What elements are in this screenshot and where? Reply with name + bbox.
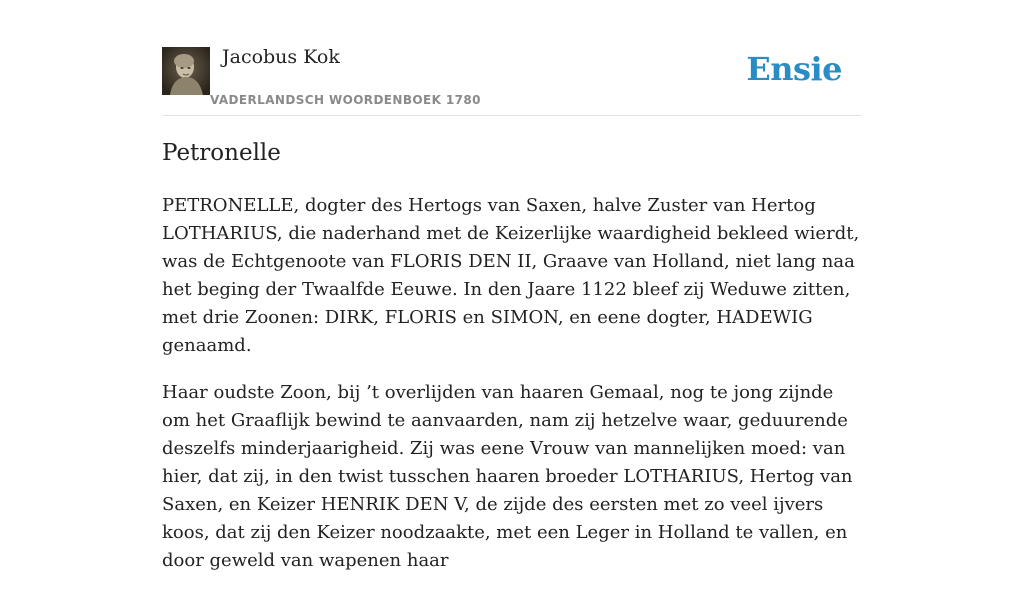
source-label[interactable]: VADERLANDSCH WOORDENBOEK 1780 xyxy=(210,93,481,107)
author-name[interactable]: Jacobus Kok xyxy=(222,46,340,68)
article-body xyxy=(162,192,862,594)
author-avatar[interactable] xyxy=(162,47,210,95)
paragraph: Haar oudste Zoon, bij ’t overlijden van haaren Gemaal, nog te jong zijnde om het Graaflijk bewind te aanvaarden, nam zij hetzelve waar, geduurende deszelfs minderjaarigheid. Zij was eene Vrouw van mannelijken moed: van hier, dat zij, in den twist tusschen haaren broeder LOTHARIUS, Hertog van Saxen, en Keizer HENRIK DEN V, de zijde des eersten met zo veel ijvers koos, dat zij den Keizer noodzaakte, met een Leger in Holland te vallen, en door geweld van wapenen haar xyxy=(162,382,853,571)
brand-logo[interactable]: Ensie xyxy=(746,50,842,88)
page-title: Petronelle xyxy=(162,140,281,166)
portrait-icon xyxy=(162,47,210,95)
header xyxy=(162,0,862,116)
paragraph: PETRONELLE, dogter des Hertogs van Saxen, halve Zuster van Hertog LOTHARIUS, die naderhand met de Keizerlijke waardigheid bekleed wierdt, was de Echtgenoote van FLORIS DEN II, Graave van Holland, niet lang naa het beging der Twaalfde Eeuwe. In den Jaare 1122 bleef zij Weduwe zitten, met drie Zoonen: DIRK, FLORIS en SIMON, en eene dogter, HADEWIG genaamd. xyxy=(162,195,860,356)
